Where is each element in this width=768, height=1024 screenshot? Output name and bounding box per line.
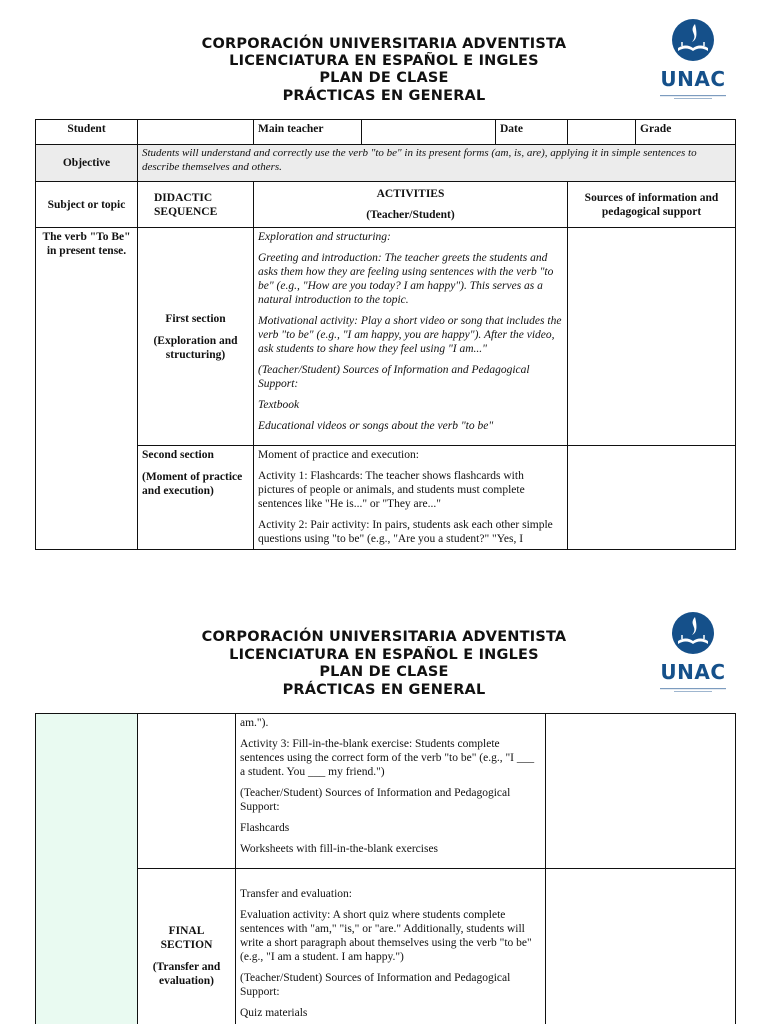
activity-paragraph: (Teacher/Student) Sources of Information and Pedagogical Support: [240, 787, 511, 813]
objective-text: Students will understand and correctly use the verb "to be" in its present forms (am, is, are), applying it in simple sentences to describe themselves and others. [138, 145, 736, 182]
first-section-title: First section [165, 312, 226, 325]
institution-name: CORPORACIÓN UNIVERSITARIA ADVENTISTA [201, 629, 567, 645]
page2-header [0, 594, 768, 709]
column-header-row [36, 182, 736, 228]
grade-label: Grade [636, 120, 736, 145]
second-section-row [36, 446, 736, 550]
document-subtitle: PRÁCTICAS EN GENERAL [282, 682, 486, 698]
first-section-sources [568, 228, 736, 446]
flame-bible-icon [658, 611, 728, 659]
activity-paragraph: Motivational activity: Play a short video or song that includes the verb "to be" (e.g., "I am happy, you are happy"). After the video, ask students to share how they feel using "I am..." [258, 315, 562, 355]
second-section-cell [138, 446, 254, 550]
activity-paragraph: (Teacher/Student) Sources of Information and Pedagogical Support: [240, 972, 511, 998]
student-label: Student [36, 120, 138, 145]
activity-paragraph: am."). [240, 717, 269, 729]
flame-bible-icon [658, 18, 728, 66]
sources-header: Sources of information and pedagogical support [568, 182, 736, 228]
second-section-cell-continued [138, 714, 236, 869]
student-value [138, 120, 254, 145]
activity-paragraph: Transfer and evaluation: [240, 888, 352, 900]
logo-tagline-graphic [660, 687, 726, 693]
topic-cell: The verb "To Be" in present tense. [36, 228, 138, 550]
program-name: LICENCIATURA EN ESPAÑOL E INGLES [229, 53, 539, 69]
didactic-sequence-header: DIDACTIC SEQUENCE [138, 182, 254, 228]
activities-header [254, 182, 568, 228]
document-subtitle: PRÁCTICAS EN GENERAL [282, 88, 486, 104]
logo-tagline-graphic [660, 94, 726, 100]
second-section-subtitle: (Moment of practice and execution) [142, 471, 243, 497]
activity-paragraph: Worksheets with fill-in-the-blank exercises [240, 843, 439, 855]
page1-header [0, 0, 768, 115]
activities-header-title: ACTIVITIES [376, 188, 445, 200]
first-section-subtitle: (Exploration and structuring) [153, 334, 238, 361]
activity-paragraph: Activity 3: Fill-in-the-blank exercise: Students complete sentences using the correct form of the verb "to be" (e.g., "I ___ a student. You ___ my friend.") [240, 738, 535, 778]
activity-paragraph: Textbook [258, 399, 300, 411]
final-section-title: FINAL SECTION [160, 925, 213, 951]
activity-paragraph: Moment of practice and execution: [258, 449, 419, 461]
lesson-plan-table-page1 [35, 119, 736, 550]
logo-text: UNAC [660, 67, 726, 91]
objective-row [36, 145, 736, 182]
activity-paragraph: Exploration and structuring: [258, 231, 391, 243]
lesson-plan-table-page2 [35, 713, 736, 1024]
first-section-activities [254, 228, 568, 446]
activity-paragraph: Greeting and introduction: The teacher greets the students and asks them how they are feeling using sentences with the verb "to be" (e.g., "How are you today? I am happy"). This serves as a natural introduction to the topic. [258, 252, 554, 306]
document-type: PLAN DE CLASE [319, 664, 449, 680]
main-teacher-label: Main teacher [254, 120, 362, 145]
unac-logo [658, 611, 728, 691]
topic-cell-continued [36, 714, 138, 1024]
objective-label: Objective [36, 145, 138, 182]
logo-text: UNAC [660, 660, 726, 684]
document-type: PLAN DE CLASE [319, 70, 449, 86]
activity-paragraph: Activity 1: Flashcards: The teacher shows flashcards with pictures of people or animals, and students must complete sentences like "He is..." or "They are..." [258, 470, 525, 510]
main-teacher-value [362, 120, 496, 145]
activity-paragraph: Evaluation activity: A short quiz where students complete sentences with "am," "is," or "are." Additionally, students will write a short paragraph about themselves using the verb "to be" (e.g., "I am a student. I am happy.") [240, 909, 532, 963]
second-section-activities-continued [236, 714, 546, 869]
activity-paragraph: (Teacher/Student) Sources of Information and Pedagogical Support: [258, 364, 530, 390]
institution-name: CORPORACIÓN UNIVERSITARIA ADVENTISTA [201, 36, 567, 52]
activities-header-sub: (Teacher/Student) [366, 209, 455, 221]
final-section-activities [236, 869, 546, 1024]
activity-paragraph: Quiz materials [240, 1007, 308, 1019]
subject-header: Subject or topic [36, 182, 138, 228]
activity-paragraph: Flashcards [240, 822, 290, 834]
final-section-row [36, 869, 736, 1024]
first-section-row [36, 228, 736, 446]
first-section-cell [138, 228, 254, 446]
final-section-subtitle: (Transfer and evaluation) [152, 961, 221, 987]
program-name: LICENCIATURA EN ESPAÑOL E INGLES [229, 647, 539, 663]
second-section-sources [568, 446, 736, 550]
date-value [568, 120, 636, 145]
activity-paragraph: Educational videos or songs about the verb "to be" [258, 420, 494, 432]
date-label: Date [496, 120, 568, 145]
second-section-continued-row [36, 714, 736, 869]
activity-paragraph: Activity 2: Pair activity: In pairs, students ask each other simple questions using "to be" (e.g., "Are you a student?" "Yes, I [258, 519, 553, 545]
final-section-sources [546, 869, 736, 1024]
final-section-cell [138, 869, 236, 1024]
second-section-activities [254, 446, 568, 550]
second-section-sources-continued [546, 714, 736, 869]
second-section-title: Second section [142, 449, 214, 461]
unac-logo [658, 18, 728, 98]
info-row [36, 120, 736, 145]
